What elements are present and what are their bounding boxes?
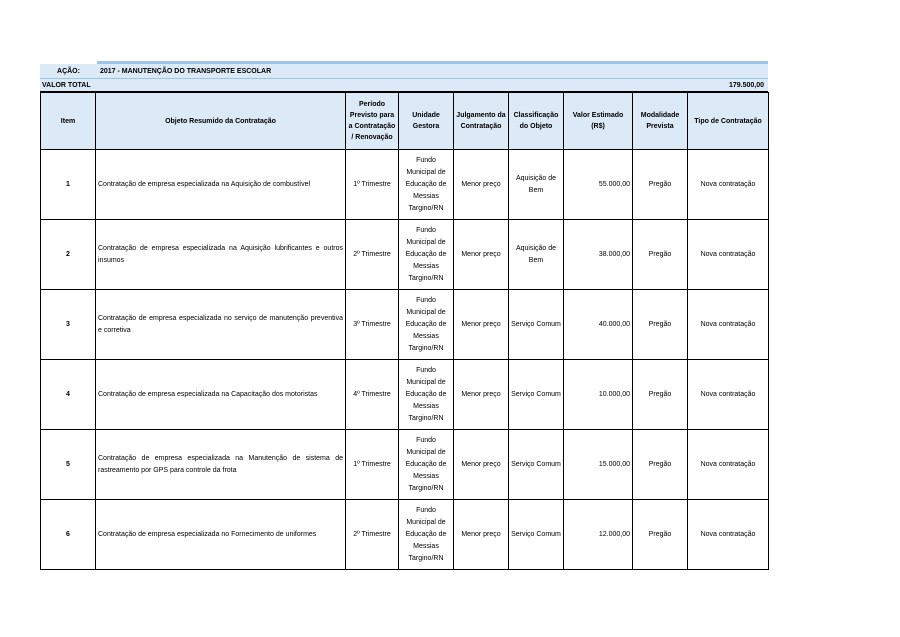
cell-modalidade: Pregão xyxy=(633,360,688,430)
cell-modalidade: Pregão xyxy=(633,150,688,220)
cell-unidade: Fundo Municipal de Educação de Messias Targino/RN xyxy=(399,500,454,570)
procurement-sheet xyxy=(40,61,768,570)
table-row xyxy=(41,290,769,360)
cell-valor: 55.000,00 xyxy=(564,150,633,220)
cell-julgamento: Menor preço xyxy=(454,500,509,570)
header-modalidade: Modalidade Prevista xyxy=(633,93,688,150)
cell-classificacao: Serviço Comum xyxy=(509,430,564,500)
cell-modalidade: Pregão xyxy=(633,220,688,290)
table-row xyxy=(41,150,769,220)
total-row xyxy=(40,79,768,92)
table-row xyxy=(41,360,769,430)
cell-classificacao: Serviço Comum xyxy=(509,290,564,360)
cell-unidade: Fundo Municipal de Educação de Messias Targino/RN xyxy=(399,220,454,290)
cell-unidade: Fundo Municipal de Educação de Messias Targino/RN xyxy=(399,430,454,500)
cell-valor: 38.000,00 xyxy=(564,220,633,290)
cell-objeto: Contratação de empresa especializada no serviço de manutenção preventiva e corretiva xyxy=(96,290,346,360)
cell-valor: 15.000,00 xyxy=(564,430,633,500)
cell-objeto: Contratação de empresa especializada na Capacitação dos motoristas xyxy=(96,360,346,430)
cell-tipo: Nova contratação xyxy=(688,220,769,290)
cell-julgamento: Menor preço xyxy=(454,220,509,290)
cell-objeto: Contratação de empresa especializada no Fornecimento de uniformes xyxy=(96,500,346,570)
cell-unidade: Fundo Municipal de Educação de Messias Targino/RN xyxy=(399,360,454,430)
cell-objeto: Contratação de empresa especializada na Manutenção de sistema de rastreamento por GPS para controle da frota xyxy=(96,430,346,500)
header-periodo: Período Previsto para a Contratação / Renovação xyxy=(346,93,399,150)
cell-classificacao: Aquisição de Bem xyxy=(509,150,564,220)
table-row xyxy=(41,500,769,570)
cell-julgamento: Menor preço xyxy=(454,360,509,430)
cell-periodo: 2º Trimestre xyxy=(346,500,399,570)
table-row xyxy=(41,220,769,290)
cell-tipo: Nova contratação xyxy=(688,430,769,500)
cell-classificacao: Aquisição de Bem xyxy=(509,220,564,290)
cell-periodo: 3º Trimestre xyxy=(346,290,399,360)
cell-periodo: 4º Trimestre xyxy=(346,360,399,430)
cell-item: 3 xyxy=(41,290,96,360)
cell-objeto: Contratação de empresa especializada na Aquisição de combustível xyxy=(96,150,346,220)
cell-item: 2 xyxy=(41,220,96,290)
cell-tipo: Nova contratação xyxy=(688,290,769,360)
header-julgamento: Julgamento da Contratação xyxy=(454,93,509,150)
cell-unidade: Fundo Municipal de Educação de Messias Targino/RN xyxy=(399,290,454,360)
cell-unidade: Fundo Municipal de Educação de Messias Targino/RN xyxy=(399,150,454,220)
cell-tipo: Nova contratação xyxy=(688,500,769,570)
cell-item: 4 xyxy=(41,360,96,430)
cell-item: 6 xyxy=(41,500,96,570)
acao-row xyxy=(40,64,768,79)
cell-julgamento: Menor preço xyxy=(454,430,509,500)
cell-valor: 40.000,00 xyxy=(564,290,633,360)
cell-modalidade: Pregão xyxy=(633,290,688,360)
procurement-table xyxy=(40,92,769,570)
table-row xyxy=(41,430,769,500)
cell-item: 1 xyxy=(41,150,96,220)
cell-julgamento: Menor preço xyxy=(454,290,509,360)
header-unidade: Unidade Gestora xyxy=(399,93,454,150)
cell-tipo: Nova contratação xyxy=(688,360,769,430)
total-value: 179.500,00 xyxy=(728,81,764,89)
cell-julgamento: Menor preço xyxy=(454,150,509,220)
header-row xyxy=(41,93,769,150)
cell-modalidade: Pregão xyxy=(633,500,688,570)
header-tipo: Tipo de Contratação xyxy=(688,93,769,150)
cell-valor: 10.000,00 xyxy=(564,360,633,430)
acao-value: 2017 - MANUTENÇÃO DO TRANSPORTE ESCOLAR xyxy=(100,67,272,75)
cell-classificacao: Serviço Comum xyxy=(509,500,564,570)
cell-modalidade: Pregão xyxy=(633,430,688,500)
cell-periodo: 1º Trimestre xyxy=(346,150,399,220)
cell-item: 5 xyxy=(41,430,96,500)
cell-valor: 12.000,00 xyxy=(564,500,633,570)
cell-classificacao: Serviço Comum xyxy=(509,360,564,430)
header-item: Item xyxy=(41,93,96,150)
header-classificacao: Classificação do Objeto xyxy=(509,93,564,150)
header-objeto: Objeto Resumido da Contratação xyxy=(96,93,346,150)
cell-tipo: Nova contratação xyxy=(688,150,769,220)
cell-objeto: Contratação de empresa especializada na Aquisição lubrificantes e outros insumos xyxy=(96,220,346,290)
header-valor: Valor Estimado (R$) xyxy=(564,93,633,150)
acao-label: AÇÃO: xyxy=(57,67,80,75)
cell-periodo: 1º Trimestre xyxy=(346,430,399,500)
total-label: VALOR TOTAL xyxy=(42,81,91,89)
cell-periodo: 2º Trimestre xyxy=(346,220,399,290)
